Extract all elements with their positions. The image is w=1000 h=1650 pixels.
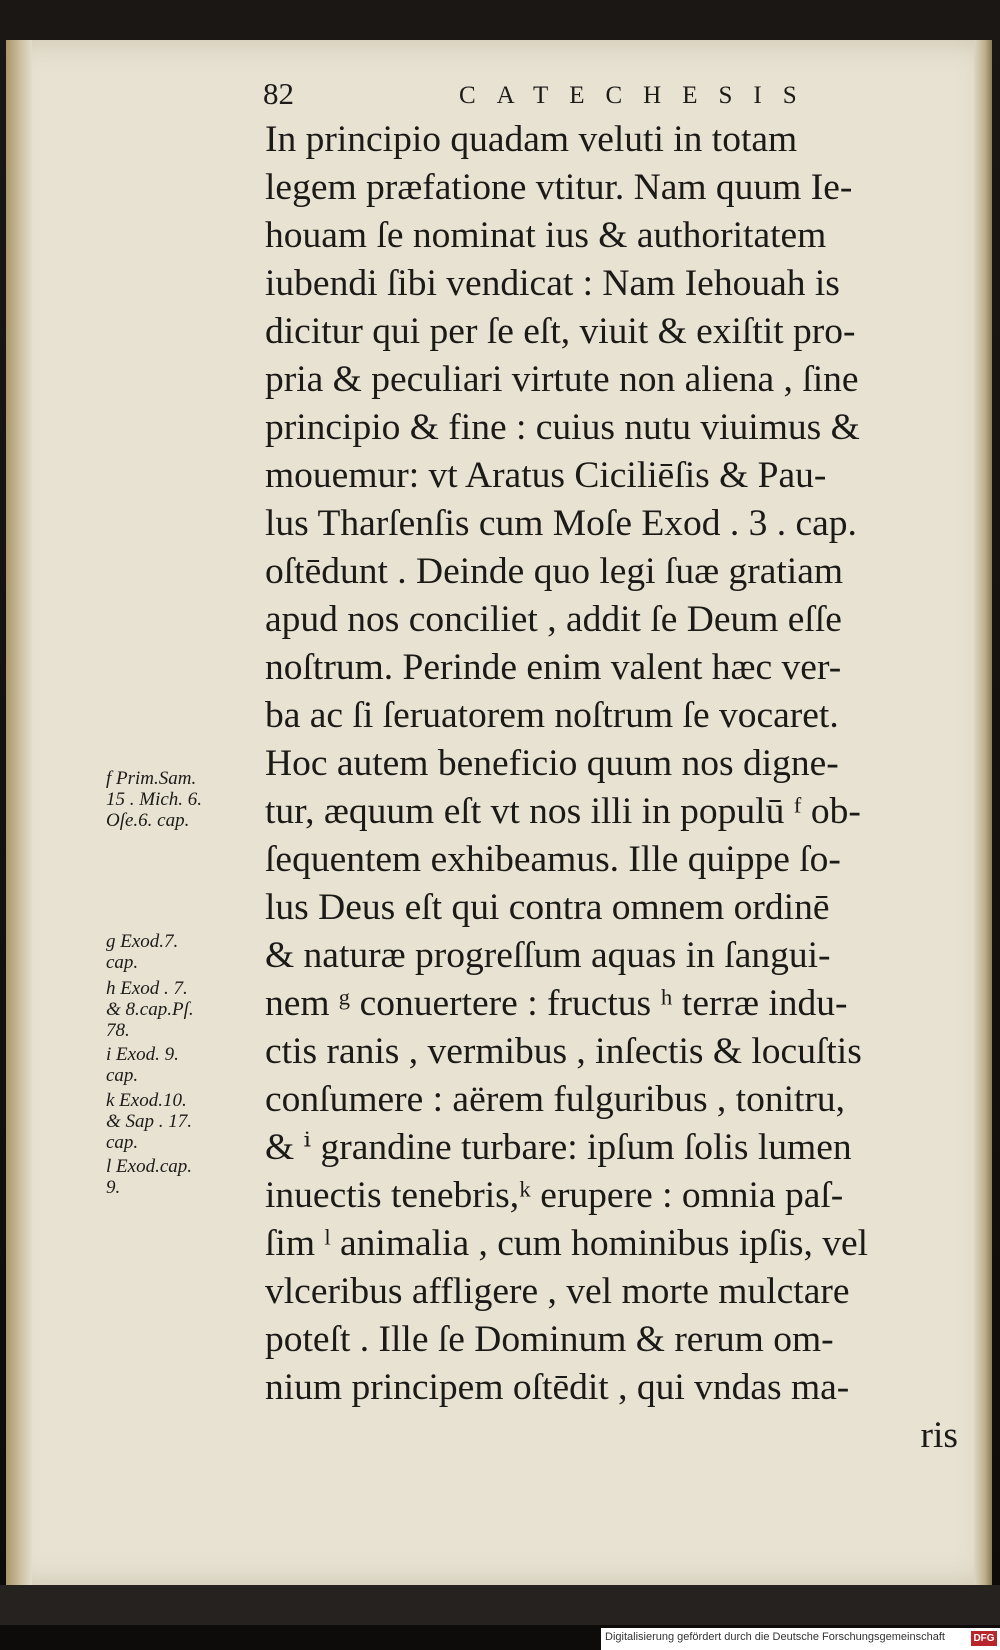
text-line: lus Tharſenſis cum Moſe Exod . 3 . cap. <box>265 503 857 544</box>
text-line: nem ᵍ conuertere : fructus ʰ terræ indu- <box>265 983 848 1024</box>
text-line: vlceribus affligere , vel morte mulctare <box>265 1271 850 1312</box>
dfg-logo: DFG <box>971 1631 997 1646</box>
text-line: tur, æquum eſt vt nos illi in populū ᶠ ob- <box>265 791 861 832</box>
text-line: ctis ranis , vermibus , inſectis & locuſtis <box>265 1031 862 1072</box>
text-line: Hoc autem beneficio quum nos digne- <box>265 743 839 784</box>
text-line: nium principem oſtēdit , qui vndas ma- <box>265 1367 850 1408</box>
marginal-note-l: l Exod.cap. 9. <box>106 1156 193 1198</box>
text-line: apud nos conciliet , addit ſe Deum eſſe <box>265 599 842 640</box>
scan-bottom-strip <box>0 1585 1000 1625</box>
text-line: conſumere : aërem fulguribus , tonitru, <box>265 1079 846 1120</box>
body-text <box>265 116 958 1460</box>
footer-credit: Digitalisierung gefördert durch die Deutsche Forschungsgemeinschaft <box>605 1631 945 1643</box>
text-line: pria & peculiari virtute non aliena , ſine <box>265 359 859 400</box>
page-right-edge <box>974 40 992 1585</box>
catchword: ris <box>920 1415 958 1456</box>
text-line: dicitur qui per ſe eſt, viuit & exiſtit pro- <box>265 311 856 352</box>
digitization-footer <box>601 1628 1000 1650</box>
page-left-edge <box>6 40 32 1585</box>
text-line: ſim ˡ animalia , cum hominibus ipſis, vel <box>265 1223 869 1264</box>
text-line: ſequentem exhibeamus. Ille quippe ſo- <box>265 839 841 880</box>
marginal-note-f: f Prim.Sam. 15 . Mich. 6. Oſe.6. cap. <box>106 768 203 831</box>
text-line: noſtrum. Perinde enim valent hæc ver- <box>265 647 842 688</box>
marginal-note-h: h Exod . 7. & 8.cap.Pſ. 78. <box>106 978 194 1041</box>
text-line: In principio quadam veluti in totam <box>265 119 798 160</box>
page-number: 82 <box>263 76 294 111</box>
marginal-note-i: i Exod. 9. cap. <box>106 1044 179 1086</box>
text-line: inuectis tenebris,ᵏ erupere : omnia paſ- <box>265 1175 844 1216</box>
text-line: legem præfatione vtitur. Nam quum Ie- <box>265 167 853 208</box>
text-line: lus Deus eſt qui contra omnem ordinē <box>265 887 830 928</box>
text-line: poteſt . Ille ſe Dominum & rerum om- <box>265 1319 834 1360</box>
text-line: oſtēdunt . Deinde quo legi ſuæ gratiam <box>265 551 844 592</box>
text-line: ba ac ſi ſeruatorem noſtrum ſe vocaret. <box>265 695 839 736</box>
text-line: & ⁱ grandine turbare: ipſum ſolis lumen <box>265 1127 852 1168</box>
text-line: houam ſe nominat ius & authoritatem <box>265 215 827 256</box>
text-line: iubendi ſibi vendicat : Nam Iehouah is <box>265 263 840 304</box>
marginal-note-k: k Exod.10. & Sap . 17. cap. <box>106 1090 193 1153</box>
marginal-note-g: g Exod.7. cap. <box>106 931 179 973</box>
text-line: & naturæ progreſſum aquas in ſangui- <box>265 935 831 976</box>
text-line: principio & fine : cuius nutu viuimus & <box>265 407 860 448</box>
running-head-title: CATECHESIS <box>459 82 818 109</box>
text-line: mouemur: vt Aratus Ciciliēſis & Pau- <box>265 455 827 496</box>
